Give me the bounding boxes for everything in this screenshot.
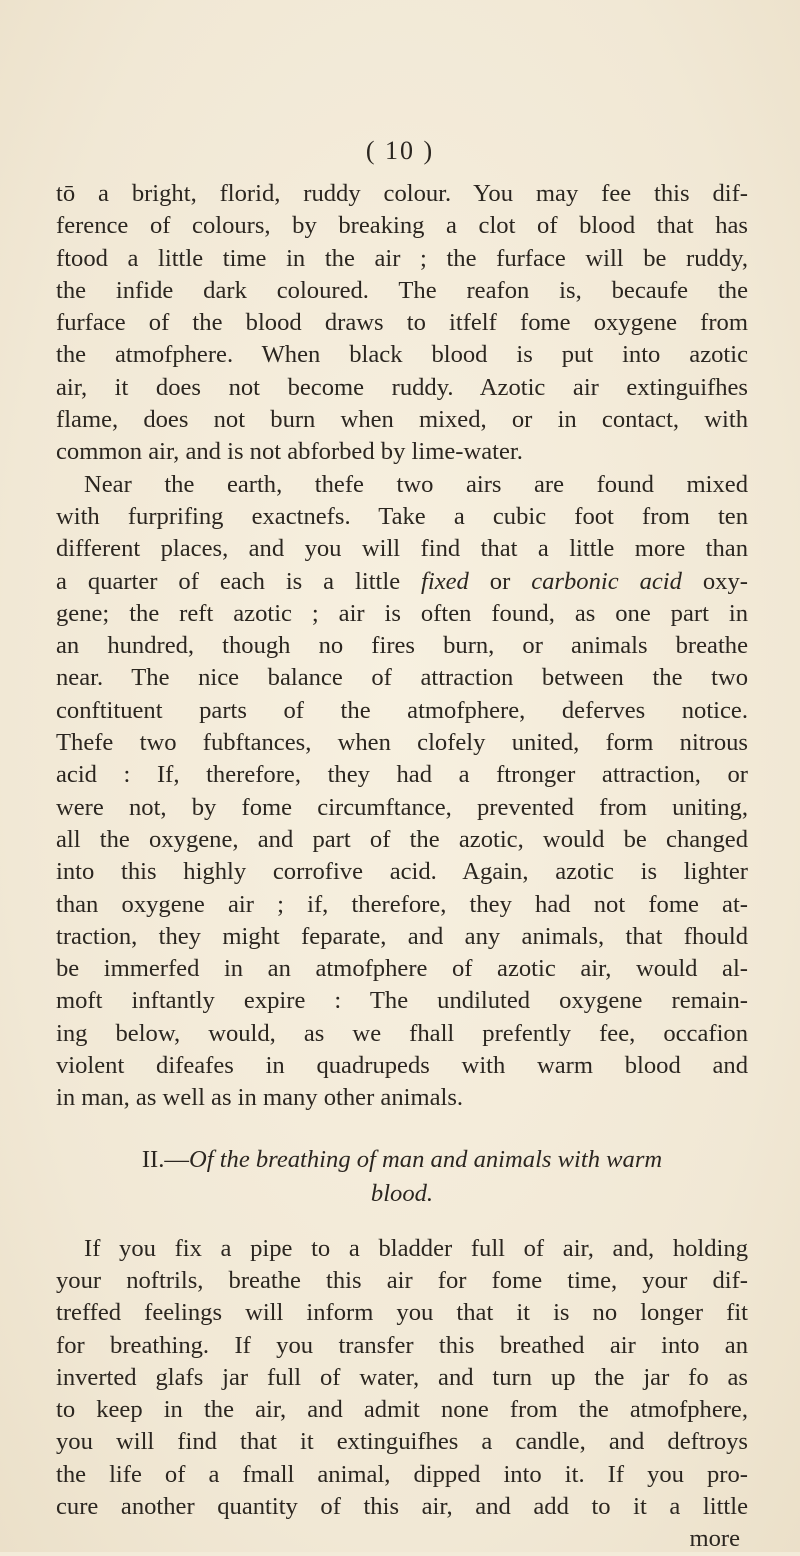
heading-text: Of the breathing of man and animals with warm: [188, 1145, 663, 1173]
text-line: air, it does not become ruddy. Azotic air extinguifhes: [56, 373, 748, 401]
text-line: cure another quantity of this air, and add to it a little: [56, 1492, 748, 1520]
text-line: Thefe two fubftances, when clofely united, form nitrous: [56, 729, 748, 757]
text-line: than oxygene air ; if, therefore, they had not fome at-: [56, 890, 748, 918]
text-line: furface of the blood draws to itfelf fome oxygene from: [56, 309, 748, 337]
text-line: you will find that it extinguifhes a candle, and deftroys: [56, 1428, 748, 1456]
text-line: moft inftantly expire : The undiluted oxygene remain-: [56, 987, 748, 1015]
text-line: gene; the reft azotic ; air is often found, as one part in: [56, 599, 748, 627]
text-run: or: [489, 567, 511, 595]
text-line: Near the earth, thefe two airs are found mixed: [84, 470, 748, 498]
text-line: in man, as well as in many other animals.: [56, 1084, 464, 1112]
text-line: acid : If, therefore, they had a ftronger attraction, or: [56, 761, 748, 789]
text-line: violent difeafes in quadrupeds with warm blood and: [56, 1052, 748, 1080]
italic-term: fixed: [421, 567, 469, 595]
text-line: tō a bright, florid, ruddy colour. You may fee this dif-: [56, 180, 748, 207]
text-line: traction, they might feparate, and any animals, that fhould: [56, 922, 748, 950]
text-line: ftood a little time in the air ; the furface will be ruddy,: [56, 244, 748, 272]
text-line: your noftrils, breathe this air for fome time, your dif-: [56, 1266, 748, 1294]
paragraph-3: [56, 1233, 748, 1524]
page-body: [56, 178, 748, 1556]
section-number: II.—: [141, 1145, 189, 1173]
text-line: with furprifing exactnefs. Take a cubic foot from ten: [56, 502, 748, 530]
text-line: ing below, would, as we fhall prefently fee, occafion: [56, 1019, 748, 1047]
text-run: a quarter of each is a little: [56, 567, 401, 595]
heading-line: blood.: [370, 1179, 434, 1207]
text-line: If you fix a pipe to a bladder full of air, and, holding: [84, 1234, 748, 1262]
text-line: inverted glafs jar full of water, and turn up the jar fo as: [56, 1363, 748, 1391]
text-line: for breathing. If you transfer this breathed air into an: [56, 1331, 748, 1359]
text-line: an hundred, though no fires burn, or animals breathe: [56, 632, 748, 660]
text-line: all the oxygene, and part of the azotic, would be changed: [56, 825, 748, 853]
paragraph-1: [56, 178, 748, 469]
text-line: treffed feelings will inform you that it is no longer fit: [56, 1299, 748, 1327]
italic-term: carbonic acid: [531, 567, 682, 595]
text-line: be immerfed in an atmofphere of azotic air, would al-: [56, 955, 748, 983]
text-line: near. The nice balance of attraction between the two: [56, 664, 748, 692]
text-line: were not, by fome circumftance, prevented from uniting,: [56, 793, 748, 821]
text-line: the infide dark coloured. The reafon is, becaufe the: [56, 276, 748, 304]
text-line: common air, and is not abforbed by lime-water.: [56, 438, 523, 466]
heading-line: [56, 1143, 748, 1177]
catchword: more: [689, 1525, 740, 1553]
section-heading: [56, 1143, 748, 1211]
text-line-with-italics: [56, 566, 748, 598]
text-line: into this highly corrofive acid. Again, azotic is lighter: [56, 858, 748, 886]
text-line: ference of colours, by breaking a clot of blood that has: [56, 212, 748, 240]
text-line: flame, does not burn when mixed, or in contact, with: [56, 406, 748, 434]
paragraph-2: [56, 469, 748, 1115]
text-line: the life of a fmall animal, dipped into it. If you pro-: [56, 1460, 748, 1488]
page-number: ( 10 ): [365, 136, 435, 165]
text-run: oxy-: [702, 567, 748, 595]
text-line: conftituent parts of the atmofphere, deferves notice.: [56, 696, 748, 724]
text-line: the atmofphere. When black blood is put into azotic: [56, 341, 748, 369]
text-line: different places, and you will find that a little more than: [56, 535, 748, 563]
text-line: to keep in the air, and admit none from the atmofphere,: [56, 1396, 748, 1424]
